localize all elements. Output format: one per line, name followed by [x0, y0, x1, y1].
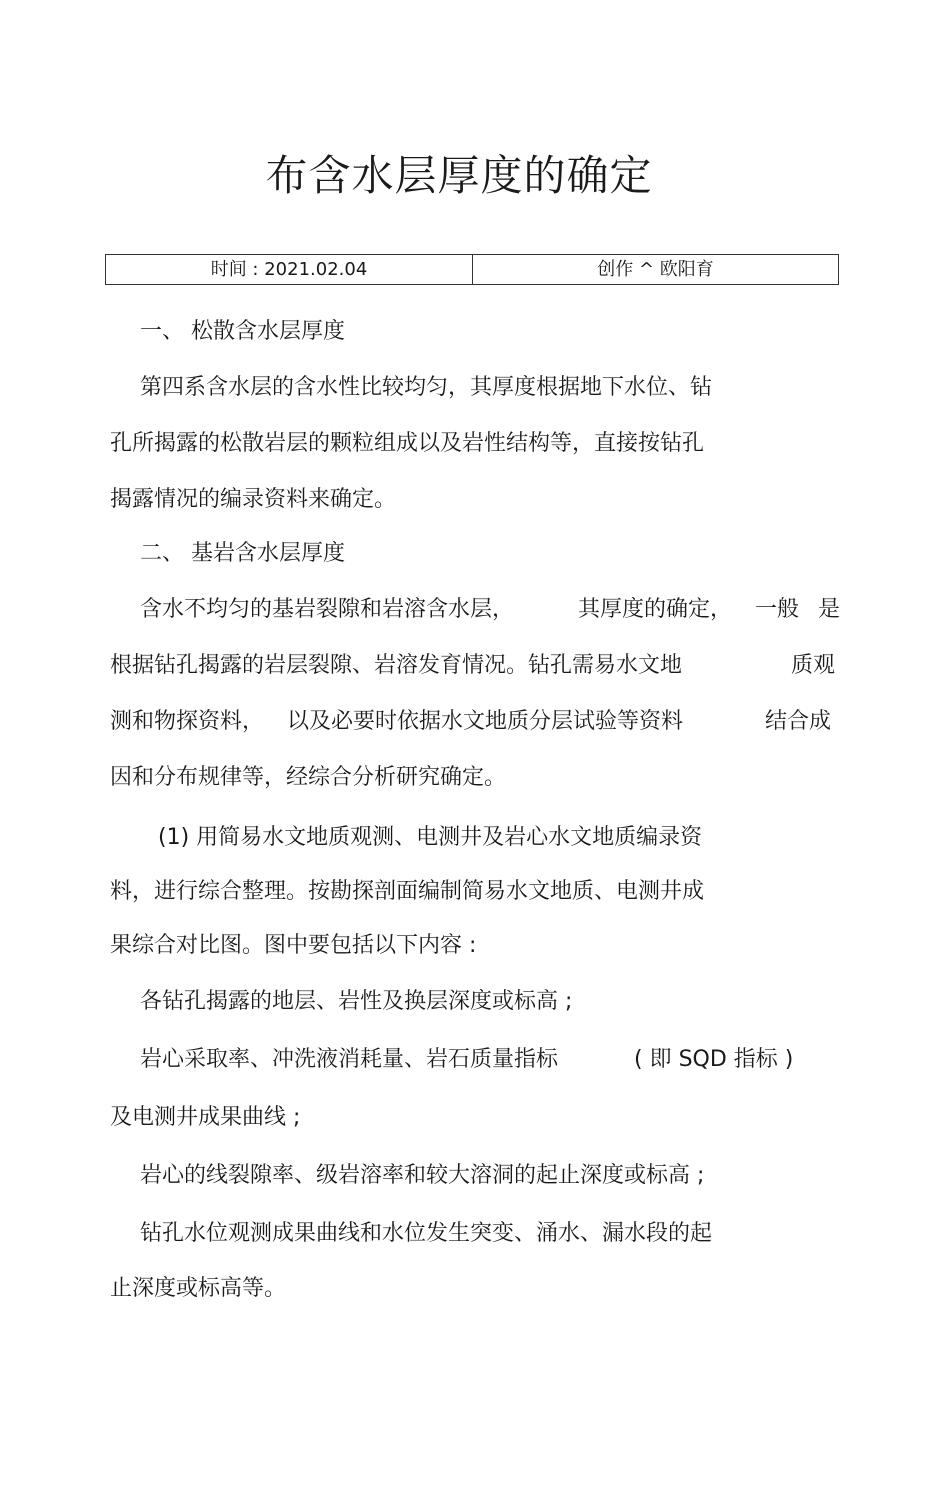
section1-para-line-1: 第四系含水层的含水性比较均匀，其厚度根据地下水位、钻	[140, 375, 713, 400]
paragraph-line	[0, 483, 950, 517]
list-item-1: 各钻孔揭露的地层、岩性及换层深度或标高 ;	[140, 989, 573, 1014]
section2-para-b: 其厚度的确定，	[578, 597, 733, 622]
list-item-4-b: 止深度或标高等。	[110, 1276, 287, 1301]
paragraph-line	[0, 761, 950, 795]
list-item	[0, 1101, 950, 1135]
paragraph-line	[0, 875, 950, 909]
paragraph-line	[0, 649, 950, 683]
meta-author: 创作 ^ 欧阳育	[473, 255, 839, 285]
paragraph-line	[0, 705, 950, 739]
list-item	[0, 1272, 950, 1306]
item1-line-3: 果综合对比图。图中要包括以下内容 :	[110, 933, 477, 958]
section2-para4: 因和分布规律等，经综合分析研究确定。	[110, 765, 507, 790]
list-item	[0, 1043, 950, 1077]
paragraph-line	[0, 929, 950, 963]
paragraph-line	[0, 371, 950, 405]
section1-heading: 一、 松散含水层厚度	[140, 319, 345, 344]
list-item-2-b: ( 即 SQD 指标 )	[634, 1047, 794, 1072]
list-item-2-c: 及电测井成果曲线 ;	[110, 1105, 301, 1130]
section2-para2-b: 质观	[791, 653, 836, 678]
list-item	[0, 1217, 950, 1251]
paragraph-line	[0, 821, 950, 855]
paragraph-line	[0, 427, 950, 461]
meta-table	[105, 254, 839, 285]
item1-line-2: 料，进行综合整理。按勘探剖面编制简易水文地质、电测井成	[110, 879, 705, 904]
section1-heading-line	[0, 315, 950, 349]
document-title: 布含水层厚度的确定	[265, 151, 653, 200]
meta-time: 时间 : 2021.02.04	[106, 255, 473, 285]
section2-para2-a: 根据钻孔揭露的岩层裂隙、岩溶发育情况。钻孔需易水文地	[110, 653, 683, 678]
list-item	[0, 985, 950, 1019]
section1-para-line-2: 孔所揭露的松散岩层的颗粒组成以及岩性结构等，直接按钻孔	[110, 431, 705, 456]
list-item-3: 岩心的线裂隙率、级岩溶率和较大溶洞的起止深度或标高 ;	[140, 1163, 705, 1188]
section2-para3-c: 结合成	[765, 709, 832, 734]
section2-heading: 二、 基岩含水层厚度	[140, 541, 345, 566]
section2-para-a: 含水不均匀的基岩裂隙和岩溶含水层，	[140, 597, 515, 622]
list-item-2-a: 岩心采取率、冲洗液消耗量、岩石质量指标	[140, 1047, 559, 1072]
section2-para3-b: 以及必要时依据水文地质分层试验等资料	[287, 709, 684, 734]
list-item	[0, 1159, 950, 1193]
item1-line-1: (1) 用简易水文地质观测、电测井及岩心水文地质编录资	[158, 825, 703, 850]
section2-heading-line	[0, 537, 950, 571]
section2-para3-a: 测和物探资料，	[110, 709, 265, 734]
section2-para-d: 是	[818, 597, 841, 622]
section1-para-line-3: 揭露情况的编录资料来确定。	[110, 487, 397, 512]
paragraph-line	[0, 593, 950, 627]
section2-para-c: 一般	[755, 597, 800, 622]
list-item-4-a: 钻孔水位观测成果曲线和水位发生突变、涌水、漏水段的起	[140, 1221, 713, 1246]
